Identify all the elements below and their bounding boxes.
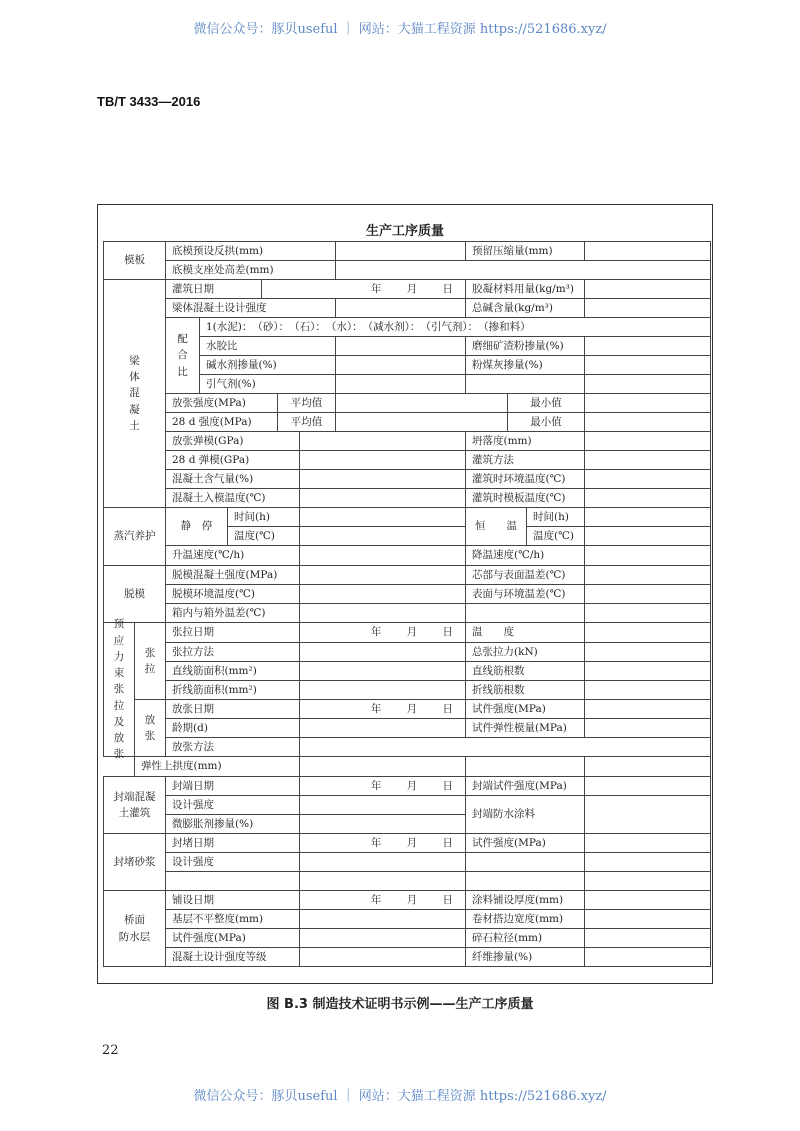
min-label: 最小值 xyxy=(507,412,585,432)
field-label: 水胶比 xyxy=(199,336,336,356)
value-cell[interactable] xyxy=(299,545,466,566)
field-label: 碱水剂掺量(%) xyxy=(199,355,336,375)
field-label: 时间(h) xyxy=(526,507,585,527)
value-cell[interactable] xyxy=(584,450,711,470)
table-title: 生产工序质量 xyxy=(365,224,444,239)
field-label: 灌筑日期 xyxy=(165,279,262,299)
value-cell[interactable] xyxy=(299,661,466,681)
value-cell[interactable] xyxy=(335,355,466,375)
field-label: 碎石粒径(mm) xyxy=(465,928,585,948)
field-label: 引气剂(%) xyxy=(199,374,336,394)
avg-label: 平均值 xyxy=(277,393,336,413)
value-cell[interactable] xyxy=(584,374,711,394)
field-label: 试件弹性模量(MPa) xyxy=(465,718,585,738)
value-cell[interactable] xyxy=(584,507,711,527)
value-cell[interactable] xyxy=(584,776,711,796)
value-cell[interactable] xyxy=(584,545,711,566)
value-cell[interactable] xyxy=(584,565,711,585)
field-label: 试件强度(MPa) xyxy=(465,833,585,853)
field-label: 箱内与箱外温差(℃) xyxy=(165,603,300,623)
value-cell[interactable] xyxy=(299,795,466,815)
field-label: 折线筋面积(mm²) xyxy=(165,680,300,700)
value-cell[interactable] xyxy=(299,814,466,834)
field-label: 脱模环境温度(℃) xyxy=(165,584,300,604)
value-cell[interactable] xyxy=(299,526,466,546)
value-cell[interactable] xyxy=(299,642,466,662)
field-label: 芯部与表面温差(℃) xyxy=(465,565,585,585)
value-cell[interactable] xyxy=(299,507,466,527)
value-cell[interactable] xyxy=(584,680,711,700)
value-cell[interactable] xyxy=(584,756,711,777)
value-cell[interactable] xyxy=(299,603,466,623)
watermark-top: 微信公众号：豚贝useful ｜ 网站：大猫工程资源 https://521686.xyz/ xyxy=(193,22,607,37)
value-cell[interactable] xyxy=(299,469,466,489)
field-label: 混凝土入模温度(℃) xyxy=(165,488,300,508)
field-label: 28 d 强度(MPa) xyxy=(165,412,278,432)
field-label: 胶凝材料用量(kg/m³) xyxy=(465,279,585,299)
value-cell[interactable] xyxy=(465,871,585,891)
value-cell[interactable] xyxy=(335,336,466,356)
field-label: 放张强度(MPa) xyxy=(165,393,278,413)
field-label: 铺设日期 xyxy=(165,890,300,910)
value-cell[interactable] xyxy=(299,431,466,451)
field-label: 纤维掺量(%) xyxy=(465,947,585,967)
date-value: 年 月 日 xyxy=(299,699,466,719)
value-cell[interactable] xyxy=(584,488,711,508)
deck-waterproof-label: 桥面 防水层 xyxy=(103,890,166,967)
watermark-bottom: 微信公众号：豚贝useful ｜ 网站：大猫工程资源 https://521686.xyz/ xyxy=(193,1089,607,1104)
figure-caption: 图 B.3 制造技术证明书示例——生产工序质量 xyxy=(266,997,534,1012)
field-label: 温 度 xyxy=(465,622,585,643)
value-cell[interactable] xyxy=(584,928,711,948)
value-cell[interactable] xyxy=(299,947,466,967)
date-value: 年 月 日 xyxy=(261,279,466,299)
value-cell[interactable] xyxy=(335,260,711,280)
field-label: 试件强度(MPa) xyxy=(165,928,300,948)
field-label: 弹性上拱度(mm) xyxy=(134,756,300,777)
value-cell[interactable] xyxy=(584,642,711,662)
value-cell[interactable] xyxy=(335,241,466,261)
field-label: 封端试件强度(MPa) xyxy=(465,776,585,796)
field-label: 直线筋面积(mm²) xyxy=(165,661,300,681)
value-cell[interactable] xyxy=(584,622,711,643)
field-label: 试件强度(MPa) xyxy=(465,699,585,719)
value-cell[interactable] xyxy=(299,450,466,470)
value-cell[interactable] xyxy=(584,241,711,261)
field-label: 磨细矿渣粉掺量(%) xyxy=(465,336,585,356)
standard-code: TB/T 3433—2016 xyxy=(97,94,201,109)
end-sealing-label: 封端混凝 土灌筑 xyxy=(103,776,166,834)
value-cell[interactable] xyxy=(584,909,711,929)
value-cell[interactable] xyxy=(584,431,711,451)
value-cell[interactable] xyxy=(299,680,466,700)
value-cell[interactable] xyxy=(584,699,711,719)
value-cell[interactable] xyxy=(465,756,585,777)
field-label: 梁体混凝土设计强度 xyxy=(165,298,336,318)
value-cell[interactable] xyxy=(584,279,711,299)
field-label: 总碱含量(kg/m³) xyxy=(465,298,585,318)
field-label: 张拉日期 xyxy=(165,622,300,643)
field-label: 放张弹模(GPa) xyxy=(165,431,300,451)
steam-curing-label: 蒸汽养护 xyxy=(103,507,166,566)
avg-label: 平均值 xyxy=(277,412,336,432)
field-label: 混凝土设计强度等级 xyxy=(165,947,300,967)
value-cell[interactable] xyxy=(299,852,466,872)
value-cell[interactable] xyxy=(584,526,711,546)
page-number: 22 xyxy=(102,1043,119,1058)
value-cell[interactable] xyxy=(335,374,466,394)
field-label: 粉煤灰掺量(%) xyxy=(465,355,585,375)
value-cell[interactable] xyxy=(465,603,585,623)
field-label: 升温速度(℃/h) xyxy=(165,545,300,566)
field-label: 坍落度(mm) xyxy=(465,431,585,451)
field-label: 卷材搭边宽度(mm) xyxy=(465,909,585,929)
field-label: 龄期(d) xyxy=(165,718,300,738)
field-label: 底模支座处高差(mm) xyxy=(165,260,336,280)
date-value: 年 月 日 xyxy=(299,833,466,853)
field-label: 总张拉力(kN) xyxy=(465,642,585,662)
value-cell[interactable] xyxy=(584,871,711,891)
value-cell[interactable] xyxy=(299,871,466,891)
field-label: 温度(℃) xyxy=(526,526,585,546)
field-label: 预留压缩量(mm) xyxy=(465,241,585,261)
constant-temp-label: 恒 温 xyxy=(465,507,527,546)
field-label: 封端防水涂料 xyxy=(465,795,585,834)
prestress-label: 预 应 力 束 张 拉 及 放 张 xyxy=(103,622,135,757)
value-cell[interactable] xyxy=(584,393,711,413)
field-label: 设计强度 xyxy=(165,795,300,815)
value-cell[interactable] xyxy=(584,469,711,489)
field-label: 直线筋根数 xyxy=(465,661,585,681)
field-label: 折线筋根数 xyxy=(465,680,585,700)
min-label: 最小值 xyxy=(507,393,585,413)
value-cell[interactable] xyxy=(584,336,711,356)
field-label: 设计强度 xyxy=(165,852,300,872)
date-value: 年 月 日 xyxy=(299,890,466,910)
beam-concrete-label: 梁 体 混 凝 土 xyxy=(103,279,166,508)
field-label: 混凝土含气量(%) xyxy=(165,469,300,489)
value-cell[interactable] xyxy=(584,412,711,432)
field-label: 温度(℃) xyxy=(227,526,300,546)
field-label: 封端日期 xyxy=(165,776,300,796)
demolding-label: 脱模 xyxy=(103,565,166,623)
value-cell[interactable] xyxy=(299,928,466,948)
field-label: 28 d 弹模(GPa) xyxy=(165,450,300,470)
tension-label: 张 拉 xyxy=(134,622,166,700)
value-cell[interactable] xyxy=(584,661,711,681)
field-label: 降温速度(℃/h) xyxy=(465,545,585,566)
field-label: 灌筑方法 xyxy=(465,450,585,470)
field-label: 时间(h) xyxy=(227,507,300,527)
value-cell[interactable] xyxy=(584,833,711,853)
release-label: 放 张 xyxy=(134,699,166,757)
date-value: 年 月 日 xyxy=(299,776,466,796)
date-value: 年 月 日 xyxy=(299,622,466,643)
value-cell[interactable] xyxy=(584,298,711,318)
value-cell[interactable] xyxy=(299,756,466,777)
value-cell[interactable] xyxy=(299,584,466,604)
mix-ratio-line: 1(水泥)： （砂）： （石）： （水）： （减水剂）： （引气剂）： （掺和料） xyxy=(199,317,711,337)
field-label: 脱模混凝土强度(MPa) xyxy=(165,565,300,585)
value-cell[interactable] xyxy=(584,355,711,375)
value-cell[interactable] xyxy=(299,737,711,757)
value-cell[interactable] xyxy=(584,603,711,623)
field-label: 表面与环境温差(℃) xyxy=(465,584,585,604)
value-cell[interactable] xyxy=(299,488,466,508)
value-cell[interactable] xyxy=(165,871,300,891)
field-label: 灌筑时环境温度(℃) xyxy=(465,469,585,489)
value-cell[interactable] xyxy=(584,852,711,872)
rest-label: 静 停 xyxy=(165,507,228,546)
value-cell[interactable] xyxy=(465,852,585,872)
formwork-label: 模板 xyxy=(103,241,166,280)
value-cell[interactable] xyxy=(584,584,711,604)
field-label: 灌筑时模板温度(℃) xyxy=(465,488,585,508)
value-cell[interactable] xyxy=(299,909,466,929)
field-label: 放张方法 xyxy=(165,737,300,757)
field-label: 封堵日期 xyxy=(165,833,300,853)
field-label: 底模预设反拱(mm) xyxy=(165,241,336,261)
value-cell[interactable] xyxy=(584,947,711,967)
plug-mortar-label: 封堵砂浆 xyxy=(103,833,166,891)
field-label: 张拉方法 xyxy=(165,642,300,662)
value-cell[interactable] xyxy=(299,718,466,738)
field-label: 微膨胀剂掺量(%) xyxy=(165,814,300,834)
value-cell[interactable] xyxy=(584,890,711,910)
value-cell[interactable] xyxy=(335,298,466,318)
field-label: 涂料铺设厚度(mm) xyxy=(465,890,585,910)
mix-ratio-label: 配 合 比 xyxy=(165,317,200,394)
value-cell[interactable] xyxy=(584,718,711,738)
value-cell[interactable] xyxy=(335,412,508,432)
value-cell[interactable] xyxy=(465,374,585,394)
value-cell[interactable] xyxy=(299,565,466,585)
value-cell[interactable] xyxy=(335,393,508,413)
field-label: 放张日期 xyxy=(165,699,300,719)
field-label: 基层不平整度(mm) xyxy=(165,909,300,929)
value-cell[interactable] xyxy=(584,795,711,834)
